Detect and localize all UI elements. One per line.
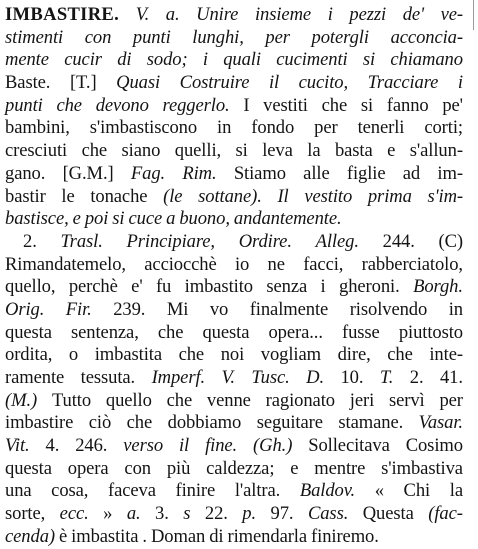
word: per	[314, 117, 338, 139]
word: Cass.	[307, 503, 349, 525]
text-line	[5, 95, 463, 118]
word: Cosimo	[405, 435, 463, 457]
word: inte-	[429, 344, 463, 366]
word: pezzi	[349, 4, 387, 25]
text-line	[5, 186, 463, 209]
word: 22.	[204, 503, 228, 525]
word: che	[178, 344, 205, 366]
word: p.	[242, 503, 257, 525]
word: il	[268, 72, 280, 94]
text-line	[5, 4, 463, 27]
word: Costruire	[179, 72, 250, 94]
word: Mi	[166, 298, 189, 320]
word: dire,	[337, 344, 371, 366]
word: per	[265, 26, 290, 48]
word: per	[439, 389, 463, 411]
word: che	[81, 140, 108, 162]
word: 246.	[75, 435, 108, 457]
word: .	[142, 525, 147, 547]
word: tonache	[90, 185, 148, 207]
word: a.	[126, 503, 141, 525]
word: poi	[84, 208, 109, 230]
word: Stiamo	[233, 162, 286, 184]
word: andantemente.	[233, 208, 342, 230]
word: fondo	[251, 117, 295, 139]
word: i	[202, 49, 208, 71]
word: ad	[402, 162, 421, 184]
text-line	[5, 72, 463, 95]
word: fine.	[205, 435, 238, 457]
word: Tracciare	[367, 72, 439, 94]
word: 2.	[23, 230, 37, 252]
word: questa	[5, 457, 52, 479]
word: jeri	[349, 389, 375, 411]
word: che	[321, 94, 348, 116]
word: di	[209, 525, 224, 547]
word: de'	[402, 4, 424, 25]
text-line	[5, 49, 463, 72]
word: bastir	[5, 185, 46, 207]
word: s'imbastiva	[381, 457, 463, 479]
word: Orig.	[5, 298, 45, 320]
word: venne	[206, 389, 251, 411]
word: Baldov.	[299, 480, 356, 502]
text-line	[5, 458, 463, 481]
word: Trasl.	[60, 230, 103, 252]
word: punti	[132, 26, 171, 48]
word: sodo;	[146, 49, 188, 71]
word: s'imbastiscono	[89, 117, 198, 139]
text-line	[5, 367, 463, 390]
word: pe'	[442, 94, 463, 116]
text-line	[5, 390, 463, 413]
word: s'allun-	[409, 140, 463, 162]
word: cresciuti	[5, 140, 68, 162]
word: bastisce,	[5, 208, 69, 230]
word: opera...	[268, 321, 323, 343]
page-edge-rule	[473, 0, 474, 30]
word: imbastita	[71, 525, 139, 547]
word: a.	[165, 4, 180, 25]
text-line	[5, 163, 463, 186]
word: servì	[388, 389, 425, 411]
word: vestito	[304, 185, 353, 207]
word: D.	[306, 367, 325, 388]
word: Tusc.	[251, 367, 290, 388]
word: mente	[5, 49, 49, 71]
word: Chi	[403, 480, 431, 502]
word: gheroni.	[339, 276, 400, 298]
word: [T.]	[69, 72, 97, 94]
word: Vit.	[5, 435, 30, 457]
word: vogliam	[260, 344, 321, 366]
word: si	[235, 140, 248, 162]
word: V.	[135, 4, 150, 25]
word: quelli,	[174, 140, 222, 162]
word: (le	[163, 185, 183, 207]
word: ecc.	[59, 503, 89, 525]
word: tenerli	[357, 117, 405, 139]
text-line	[5, 231, 463, 254]
word: figlie	[346, 162, 386, 184]
word: fanno	[386, 94, 429, 116]
word: prima	[367, 185, 412, 207]
word: finiremo.	[311, 525, 379, 547]
word: a	[166, 208, 176, 230]
text-line	[5, 480, 463, 503]
word: rabberciatolo,	[361, 253, 463, 275]
word: è	[59, 525, 68, 547]
word: in	[217, 117, 232, 139]
word: la	[449, 480, 463, 502]
word: piuttosto	[398, 321, 463, 343]
word: «	[374, 480, 384, 502]
word: quello	[105, 389, 152, 411]
word: Borgh.	[413, 276, 463, 298]
text-line	[5, 344, 463, 367]
word: e	[72, 208, 81, 230]
word: si	[362, 49, 376, 71]
text-line	[5, 526, 463, 549]
word: vestiti	[263, 94, 308, 116]
word: T.	[379, 367, 394, 388]
word: quali	[223, 49, 261, 71]
word: ramente	[5, 367, 65, 388]
word: io	[234, 253, 250, 275]
word: cosa,	[51, 480, 89, 502]
word: ordita,	[5, 344, 53, 366]
word: 4.	[45, 435, 60, 457]
text-line	[5, 254, 463, 277]
word: Alleg.	[315, 230, 359, 252]
word: facci,	[303, 253, 344, 275]
word: Principiare,	[126, 230, 215, 252]
word: basta	[334, 140, 373, 162]
word: gano.	[5, 162, 46, 184]
word: corti;	[424, 117, 463, 139]
word: cucir	[64, 49, 102, 71]
word: cuce	[128, 208, 163, 230]
word: perchè	[68, 276, 118, 298]
word: mentre	[314, 457, 366, 479]
text-line	[5, 412, 463, 435]
word: Rim.	[182, 162, 217, 184]
word: »	[103, 503, 113, 525]
word: lunghi,	[192, 26, 244, 48]
word: risolvendo	[349, 298, 428, 320]
word: e	[290, 457, 299, 479]
word: s	[183, 503, 191, 525]
word: Tutto	[51, 389, 92, 411]
word: Ordire.	[238, 230, 292, 252]
word: che	[166, 389, 193, 411]
word: che	[126, 412, 153, 434]
word: Quasi	[116, 72, 161, 94]
word: punti	[5, 94, 43, 116]
word: e'	[131, 276, 143, 298]
word: (fac-	[428, 503, 463, 525]
word: (C)	[438, 230, 463, 252]
word: rimendarla	[227, 525, 308, 547]
word: fusse	[342, 321, 380, 343]
word: Rimandatemelo,	[5, 253, 126, 275]
word: cenda)	[5, 525, 55, 547]
word: sentenza,	[71, 321, 139, 343]
word: le	[61, 185, 75, 207]
word: quello,	[5, 276, 56, 298]
word: in	[448, 298, 463, 320]
word: i	[457, 72, 463, 94]
word: faceva	[107, 480, 156, 502]
headword: IMBASTIRE.	[5, 4, 120, 25]
word: con	[124, 457, 151, 479]
word: Fag.	[130, 162, 166, 184]
word: stamane.	[338, 412, 404, 434]
word: I	[243, 94, 250, 116]
word: (M.)	[5, 389, 38, 411]
word: buono,	[179, 208, 230, 230]
word: imbastita	[94, 344, 162, 366]
word: im-	[437, 162, 463, 184]
word: devono	[95, 94, 149, 116]
word: Fir.	[65, 298, 92, 320]
dictionary-entry	[5, 4, 463, 549]
word: seguitare	[256, 412, 323, 434]
text-line	[5, 27, 463, 50]
word: con	[84, 26, 112, 48]
word: Questa	[362, 503, 414, 525]
word: imbastito	[184, 276, 253, 298]
word: ne	[267, 253, 285, 275]
word: noi	[220, 344, 245, 366]
word: ragionato	[265, 389, 335, 411]
word: la	[307, 140, 321, 162]
word: 41.	[439, 367, 463, 388]
word: o	[68, 344, 79, 366]
text-line	[5, 299, 463, 322]
word: che	[157, 321, 184, 343]
word: Unire	[196, 4, 239, 25]
word: il	[178, 435, 190, 457]
word: chiamano	[390, 49, 463, 71]
word: acconcia-	[390, 26, 463, 48]
text-line	[5, 140, 463, 163]
word: l'altra.	[234, 480, 281, 502]
word: e	[387, 140, 396, 162]
word: leva	[262, 140, 293, 162]
word: insieme	[254, 4, 312, 25]
word: Baste.	[5, 72, 51, 94]
word: 244.	[382, 230, 415, 252]
word: finalmente	[249, 298, 329, 320]
word: 3.	[155, 503, 169, 525]
word: ciò	[88, 412, 112, 434]
text-line	[5, 503, 463, 526]
word: si	[112, 208, 125, 230]
word: si	[360, 94, 374, 116]
word: imbastire	[5, 412, 74, 434]
word: 2.	[409, 367, 424, 388]
word: siano	[121, 140, 161, 162]
word: finire	[175, 480, 216, 502]
word: reggerlo.	[162, 94, 230, 116]
word: ve-	[440, 4, 463, 25]
text-line	[5, 276, 463, 299]
word: 239.	[113, 298, 146, 320]
word: stimenti	[5, 26, 64, 48]
word: verso	[123, 435, 164, 457]
word: Sollecitava	[308, 435, 390, 457]
word: potergli	[311, 26, 369, 48]
word: cucito,	[298, 72, 349, 94]
word: di	[117, 49, 132, 71]
word: s'im-	[427, 185, 463, 207]
word: Il	[277, 185, 289, 207]
word: acciocchè	[144, 253, 217, 275]
text-line	[5, 435, 463, 458]
word: i	[320, 276, 326, 298]
word: senza	[266, 276, 308, 298]
word: questa	[202, 321, 250, 343]
word: più	[166, 457, 191, 479]
word: che	[56, 94, 82, 116]
text-line	[5, 322, 463, 345]
word: (Gh.)	[253, 435, 293, 457]
word: 10.	[340, 367, 364, 388]
word: fu	[155, 276, 172, 298]
word: Vasar.	[418, 412, 463, 434]
word: dobbiamo	[167, 412, 242, 434]
word: caldezza;	[206, 457, 275, 479]
word: sottane).	[198, 185, 262, 207]
word: che	[387, 344, 413, 366]
word: tessuta.	[80, 367, 136, 388]
word: Doman	[150, 525, 206, 547]
word: i	[327, 4, 333, 25]
word: V.	[221, 367, 235, 388]
word: una	[5, 480, 32, 502]
word: alle	[303, 162, 330, 184]
word: opera	[67, 457, 109, 479]
word: cucimenti	[276, 49, 348, 71]
word: [G.M.]	[62, 162, 114, 184]
text-line	[5, 117, 463, 140]
text-line	[5, 208, 463, 231]
word: 97.	[270, 503, 294, 525]
word: bambini,	[5, 117, 70, 139]
word: sorte,	[5, 503, 46, 525]
word: Imperf.	[151, 367, 206, 388]
word: vo	[209, 298, 229, 320]
word: questa	[5, 321, 52, 343]
